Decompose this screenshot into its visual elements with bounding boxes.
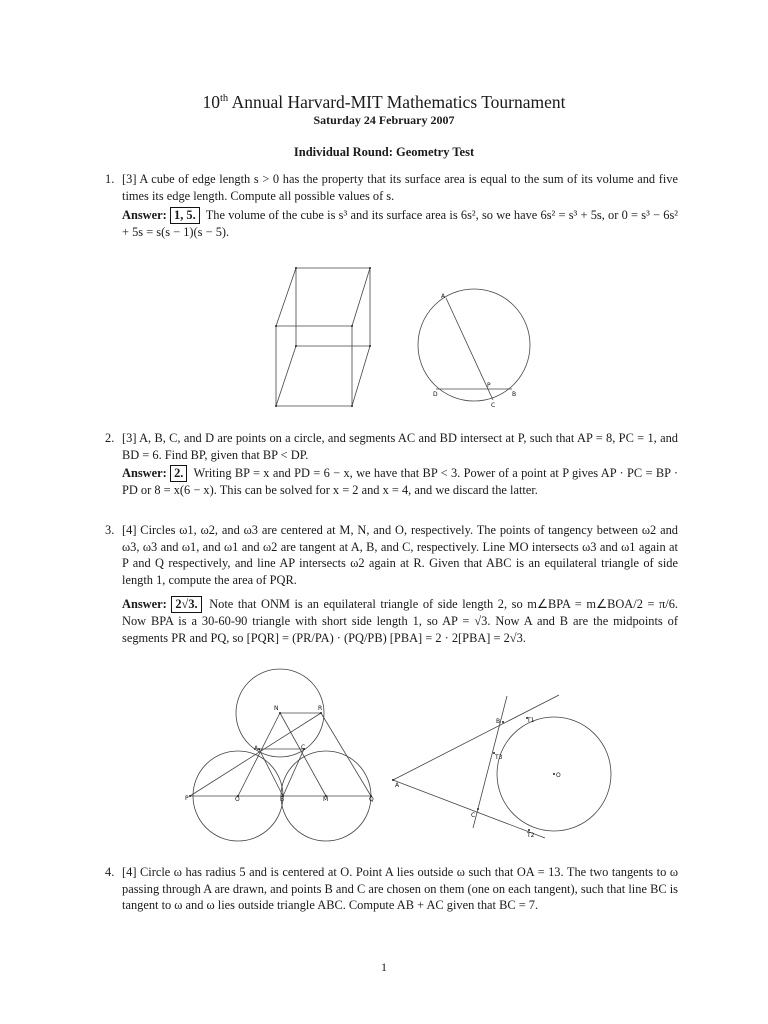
page-date: Saturday 24 February 2007 (313, 113, 455, 127)
label-D: D (433, 391, 438, 398)
page-title: 10th Annual Harvard-MIT Mathematics Tournament (202, 92, 566, 112)
label-T3: T3 (495, 754, 503, 761)
label-O: O (556, 772, 561, 779)
problem-3-answer: Answer: 2√3. Note that ONM is an equilateral triangle of side length 2, so m∠BPA = m∠BOA/2 = π/6. Now BPA is a 30-60-90 triangle with short side length 1, so AP = √3. Now A and B are the midpoints of segments PR and PQ, so [PQR] = (PR/PA) · (PQ/PB) [PBA] = 2 · 2[PBA] = 2√3. (122, 597, 678, 645)
label-P: P (487, 382, 491, 389)
chord-circle-figure (415, 288, 535, 413)
tangent-circles-figure (180, 665, 380, 840)
problem-1-statement: 1. [3] A cube of edge length s > 0 has the property that its surface area is equal to the sum of its volume and five times its edge length. Compute all possible values of s. (105, 172, 678, 203)
label-B: B (280, 796, 285, 803)
label-T2: T2 (527, 832, 535, 839)
answer-box: 1, 5. (170, 207, 200, 224)
label-C: C (471, 812, 476, 819)
problem-1-answer: Answer: 1, 5. The volume of the cube is s³ and its surface area is 6s², so we have 6s² = s³ + 5s, or 0 = s³ − 6s² + 5s = s(s − 1)(s − 5). (122, 208, 678, 239)
cube-figure (270, 262, 380, 412)
problem-4-statement: 4. [4] Circle ω has radius 5 and is centered at O. Point A lies outside ω such that OA = 13. The two tangents to ω passing through A are drawn, and points B and C are chosen on them (one on each tangent), such that line BC is tangent to ω and ω lies outside triangle ABC. Compute AB + AC given that BC = 7. (105, 865, 678, 912)
answer-box: 2√3. (171, 596, 201, 613)
label-C: C (491, 402, 496, 409)
answer-box: 2. (170, 465, 187, 482)
label-A: A (254, 745, 259, 752)
problem-2-statement: 2. [3] A, B, C, and D are points on a circle, and segments AC and BD intersect at P, such that AP = 8, PC = 1, and BD = 6. Find BP, given that BP < DP. (105, 431, 678, 462)
tangent-lines-figure (385, 692, 615, 842)
problem-2-answer: Answer: 2. Writing BP = x and PD = 6 − x, we have that BP < 3. Power of a point at P gives AP · PC = BP · PD or 8 = x(6 − x). This can be solved for x = 2 and x = 4, and we discard the latter. (122, 466, 678, 497)
label-A: A (395, 782, 400, 789)
page-number: 1 (381, 960, 387, 974)
label-N: N (274, 705, 279, 712)
label-Q: Q (369, 796, 374, 803)
round-title: Individual Round: Geometry Test (293, 145, 475, 159)
label-M: M (323, 796, 329, 803)
label-R: R (318, 705, 323, 712)
label-A: A (441, 293, 446, 300)
label-C: C (301, 744, 306, 751)
label-O: O (235, 796, 240, 803)
label-P: P (185, 795, 189, 802)
label-B: B (512, 391, 517, 398)
problem-3-statement: 3. [4] Circles ω1, ω2, and ω3 are centered at M, N, and O, respectively. The points of tangency between ω2 and ω3, ω3 and ω1, and ω1 and ω2 are tangent at A, B, and C, respectively. Line MO intersects ω3 and ω1 again at P and Q respectively, and line AP intersects ω2 again at R. Given that ABC is an equilateral triangle of side length 1, compute the area of PQR. (105, 523, 678, 587)
label-T1: T1 (527, 717, 535, 724)
label-B: B (496, 718, 501, 725)
